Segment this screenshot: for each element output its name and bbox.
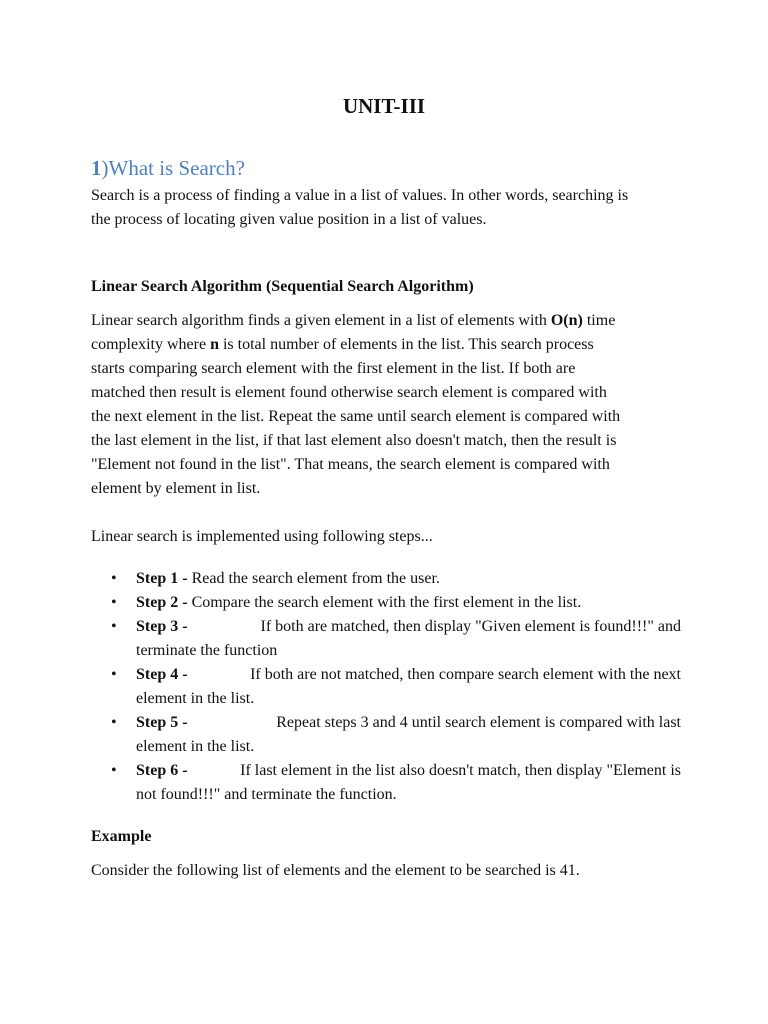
step-line: element in the list.: [136, 738, 255, 755]
step-label: Step 3 -: [136, 618, 188, 635]
step-line: terminate the function: [136, 642, 278, 659]
step-label: Step 6 -: [136, 762, 188, 779]
step-line: [136, 591, 681, 615]
paragraph-line: the next element in the list. Repeat the same until search element is compared with: [91, 408, 621, 425]
list-item: [91, 663, 681, 711]
question-number: 1: [91, 156, 102, 180]
step-label: Step 2 -: [136, 594, 188, 611]
step-text: If last element in the list also doesn't match, then display "Element is: [240, 762, 681, 779]
unit-title: UNIT-III: [342, 94, 426, 118]
bullet-icon: •: [111, 570, 117, 587]
step-text: Compare the search element with the first element in the list.: [191, 594, 582, 611]
list-item: [91, 759, 681, 807]
example-heading: Example: [91, 828, 152, 845]
step-text: If both are not matched, then compare search element with the next: [250, 666, 681, 683]
step-line: [136, 615, 681, 639]
paragraph-line: matched then result is element found otherwise search element is compared with: [91, 384, 607, 401]
list-item: [91, 615, 681, 663]
bullet-icon: •: [111, 714, 117, 731]
intro-line: Search is a process of finding a value in a list of values. In other words, searching is: [91, 187, 629, 204]
paragraph-line: starts comparing search element with the first element in the list. If both are: [91, 360, 576, 377]
linear-search-paragraph: [91, 309, 681, 501]
intro-paragraph: [91, 184, 681, 232]
step-line: not found!!!" and terminate the function.: [136, 786, 397, 803]
paragraph-line: element by element in list.: [91, 480, 261, 497]
paragraph-line: the last element in the list, if that last element also doesn't match, then the result is: [91, 432, 617, 449]
question-text: )What is Search?: [101, 156, 245, 180]
bullet-icon: •: [111, 618, 117, 635]
list-item: [91, 711, 681, 759]
bullet-icon: •: [111, 762, 117, 779]
step-text: Read the search element from the user.: [191, 570, 440, 587]
step-line: [136, 759, 681, 783]
steps-list: [91, 567, 681, 807]
linear-search-heading: Linear Search Algorithm (Sequential Search Algorithm): [91, 278, 474, 295]
paragraph-line: [91, 333, 681, 357]
paragraph-line: "Element not found in the list". That means, the search element is compared with: [91, 456, 610, 473]
text-run: Linear search algorithm finds a given element in a list of elements with: [91, 312, 551, 329]
complexity-term: O(n): [550, 312, 583, 329]
text-run: complexity where: [91, 336, 211, 353]
bullet-icon: •: [111, 666, 117, 683]
step-line: element in the list.: [136, 690, 255, 707]
step-line: [136, 663, 681, 687]
paragraph-line: [91, 309, 681, 333]
example-text: Consider the following list of elements and the element to be searched is 41.: [91, 862, 580, 879]
text-run: time: [582, 312, 616, 329]
steps-intro: Linear search is implemented using following steps...: [91, 528, 433, 545]
step-text: If both are matched, then display "Given element is found!!!" and: [260, 618, 681, 635]
step-line: [136, 711, 681, 735]
list-item: [91, 591, 681, 615]
text-run: is total number of elements in the list. This search process: [218, 336, 594, 353]
step-text: Repeat steps 3 and 4 until search element is compared with last: [276, 714, 681, 731]
list-item: [91, 567, 681, 591]
step-label: Step 5 -: [136, 714, 188, 731]
bullet-icon: •: [111, 594, 117, 611]
step-label: Step 1 -: [136, 570, 188, 587]
intro-line: the process of locating given value position in a list of values.: [91, 211, 487, 228]
n-term: n: [210, 336, 219, 353]
step-line: [136, 567, 681, 591]
question-heading: [91, 154, 245, 182]
step-label: Step 4 -: [136, 666, 188, 683]
